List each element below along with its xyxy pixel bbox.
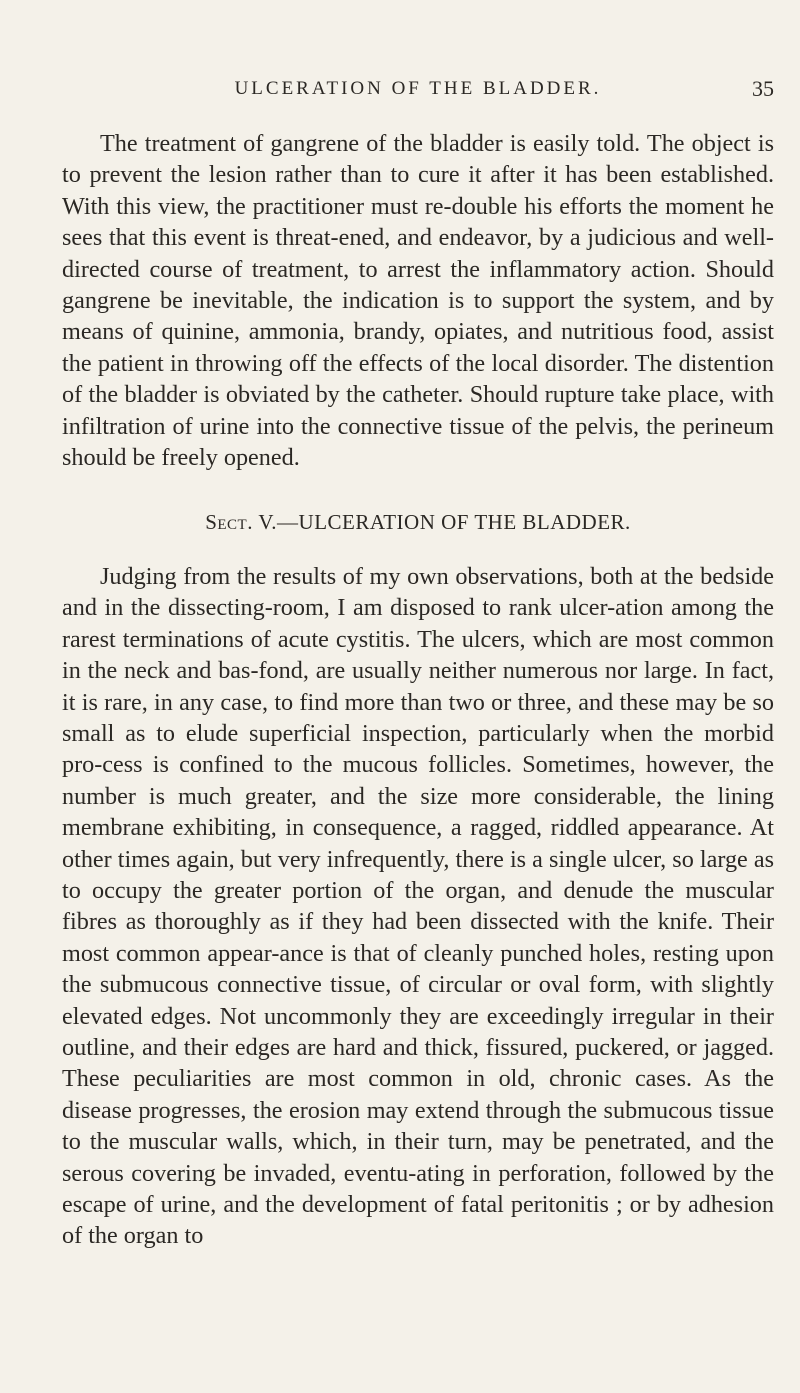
- paragraph-gangrene-treatment: The treatment of gangrene of the bladder is easily told. The object is to prevent the lesion rather than to cure it after it has been established. With this view, the practitioner must re-double his efforts the moment he sees that this event is threat-ened, and endeavor, by a judicious and well-directed course of treatment, to arrest the inflammatory action. Should gangrene be inevitable, the indication is to support the system, and by means of quinine, ammonia, brandy, opiates, and nutritious food, assist the patient in throwing off the effects of the local disorder. The distention of the bladder is obviated by the catheter. Should rupture take place, with infiltration of urine into the connective tissue of the pelvis, the perineum should be freely opened.: [62, 130, 774, 472]
- running-title: ULCERATION OF THE BLADDER.: [234, 78, 602, 99]
- book-page: [62, 0, 774, 1393]
- body-text: [62, 128, 774, 1252]
- section-label: Sect. V.: [205, 510, 278, 535]
- page-number: 35: [752, 76, 774, 101]
- paragraph-ulceration: Judging from the results of my own observations, both at the bedside and in the dissecting-room, I am disposed to rank ulcer-ation among the rarest terminations of acute cystitis. The ulcers, which are most common in the neck and bas-fond, are usually neither numerous nor large. In fact, it is rare, in any case, to find more than two or three, and these may be so small as to elude superficial inspection, particularly when the morbid pro-cess is confined to the mucous follicles. Sometimes, however, the number is much greater, and the size more considerable, the lining membrane exhibiting, in consequence, a ragged, riddled appearance. At other times again, but very infrequently, there is a single ulcer, so large as to occupy the greater portion of the organ, and denude the muscular fibres as thoroughly as if they had been dissected with the knife. Their most common appear-ance is that of cleanly punched holes, resting upon the submucous connective tissue, of circular or oval form, with slightly elevated edges. Not uncommonly they are exceedingly irregular in their outline, and their edges are hard and thick, fissured, puckered, or jagged. These peculiarities are most common in old, chronic cases. As the disease progresses, the erosion may extend through the submucous tissue to the muscular walls, which, in their turn, may be penetrated, and the serous covering be invaded, eventu-ating in perforation, followed by the escape of urine, and the development of fatal peritonitis ; or by adhesion of the organ to: [62, 562, 774, 1250]
- section-title: —ULCERATION OF THE BLADDER.: [277, 510, 631, 535]
- section-heading: [62, 507, 774, 538]
- running-head: [62, 74, 774, 108]
